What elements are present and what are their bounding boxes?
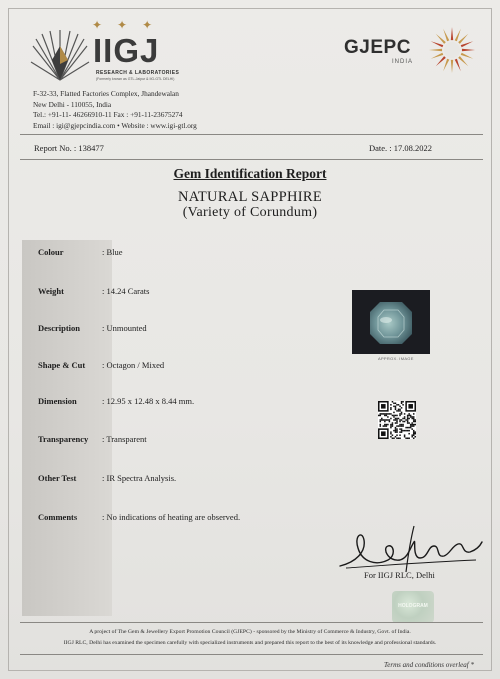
brand-name: IIGJ (93, 32, 160, 69)
detail-label: Shape & Cut (38, 360, 86, 370)
address-line: F-32-33, Flatted Factories Complex, Jhandewalan (33, 89, 179, 98)
partner-name: GJEPC (344, 37, 411, 58)
divider (20, 159, 483, 160)
report-date: Date. : 17.08.2022 (369, 143, 433, 153)
brand-stars: ✦ ✦ ✦ (92, 18, 159, 32)
detail-value: : No indications of heating are observed. (102, 512, 241, 522)
brand-note: (Formerly known as GTL-Jaipur & IIG-GTL DELHI) (96, 77, 175, 81)
detail-value: : Octagon / Mixed (102, 360, 165, 370)
signatory-line: For IIGJ RLC, Delhi (364, 570, 435, 580)
label-panel (22, 240, 112, 616)
detail-value: : IR Spectra Analysis. (102, 473, 177, 483)
detail-value: : 14.24 Carats (102, 286, 150, 296)
detail-label: Other Test (38, 473, 77, 483)
detail-value: : Transparent (102, 434, 147, 444)
detail-value: : Blue (102, 247, 123, 257)
sapphire-gem-icon (352, 290, 430, 354)
address-line: Email : igi@gjepcindia.com • Website : www.igi-gtl.org (33, 120, 197, 130)
detail-label: Comments (38, 512, 78, 522)
brand-subtitle: RESEARCH & LABORATORIES (96, 70, 180, 76)
detail-label: Colour (38, 247, 64, 257)
footer-line: IIGJ RLC, Delhi has examined the specimen carefully with specialized instruments and prepared this report to the best of its knowledge and professional standards. (63, 640, 437, 646)
detail-value: : 12.95 x 12.48 x 8.44 mm. (102, 396, 195, 406)
photo-caption: APPROX. IMAGE (378, 356, 414, 361)
divider (20, 134, 483, 135)
detail-label: Description (38, 323, 81, 333)
report-number: Report No. : 138477 (34, 143, 104, 153)
report-title: Gem Identification Report (173, 166, 327, 181)
terms-note[interactable]: Terms and conditions overleaf * (384, 661, 474, 669)
gem-photo (352, 290, 430, 354)
iigj-sunburst-logo-icon (30, 24, 90, 84)
address-line: New Delhi - 110055, India (33, 99, 112, 109)
hologram-sticker (392, 591, 434, 623)
divider (20, 654, 483, 655)
partner-sub: INDIA (392, 59, 414, 65)
qr-code-icon[interactable] (378, 401, 416, 439)
lab-address (33, 89, 197, 131)
gem-name: NATURAL SAPPHIRE (177, 189, 323, 205)
footer-line: A project of The Gem & Jewellery Export Promotion Council (GJEPC) - sponsored by the Ministry of Commerce & Industry, Govt. of India. (89, 629, 411, 635)
detail-label: Transparency (38, 434, 89, 444)
address-line: Tel.: +91-11- 46266910-11 Fax : +91-11-23675274 (33, 110, 183, 119)
detail-label: Weight (38, 286, 64, 296)
detail-value: : Unmounted (102, 323, 147, 333)
gem-variety: (Variety of Corundum) (182, 205, 318, 220)
detail-label: Dimension (38, 396, 77, 406)
hologram-text: HOLOGRAM (398, 603, 428, 609)
divider (20, 622, 483, 623)
gjepc-emblem-icon (428, 26, 476, 74)
